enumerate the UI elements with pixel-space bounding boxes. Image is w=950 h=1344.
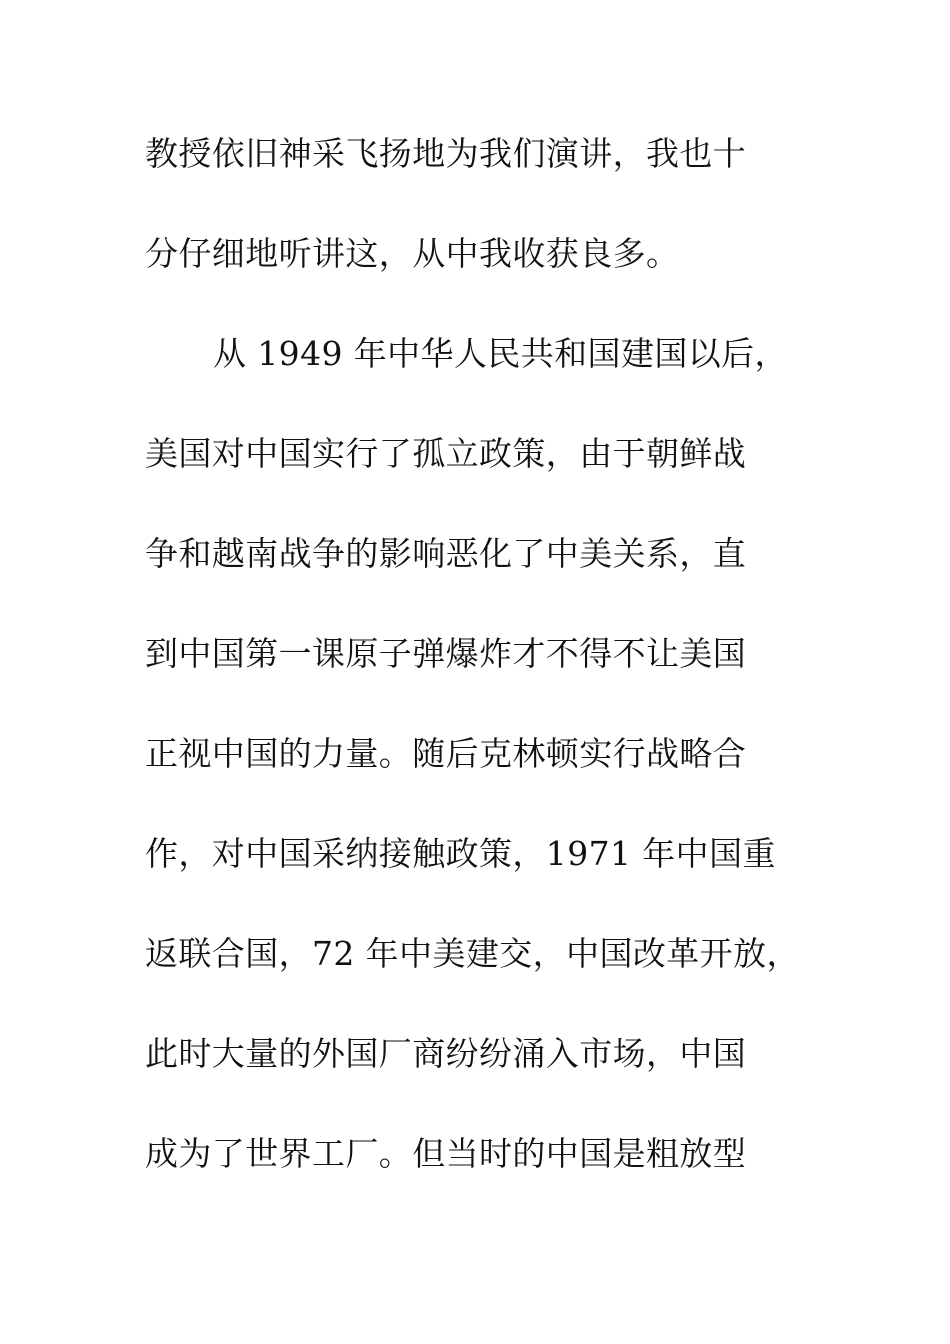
text-line-7: 正视中国的力量。随后克林顿实行战略合 — [145, 734, 747, 773]
text-line-8: 作，对中国采纳接触政策，1971 年中国重 — [145, 834, 776, 873]
text-line-5: 争和越南战争的影响恶化了中美关系，直 — [145, 534, 747, 573]
text-line-9: 返联合国，72 年中美建交，中国改革开放， — [145, 934, 800, 973]
text-line-4: 美国对中国实行了孤立政策，由于朝鲜战 — [145, 434, 747, 473]
text-line-6: 到中国第一课原子弹爆炸才不得不让美国 — [145, 634, 747, 673]
text-line-10: 此时大量的外国厂商纷纷涌入市场，中国 — [145, 1034, 747, 1073]
text-line-11: 成为了世界工厂。但当时的中国是粗放型 — [145, 1134, 747, 1173]
text-line-1: 教授依旧神采飞扬地为我们演讲，我也十 — [145, 134, 747, 173]
text-line-2: 分仔细地听讲这，从中我收获良多。 — [145, 234, 680, 273]
paragraph-start-line: 从 1949 年中华人民共和国建国以后， — [213, 334, 788, 373]
